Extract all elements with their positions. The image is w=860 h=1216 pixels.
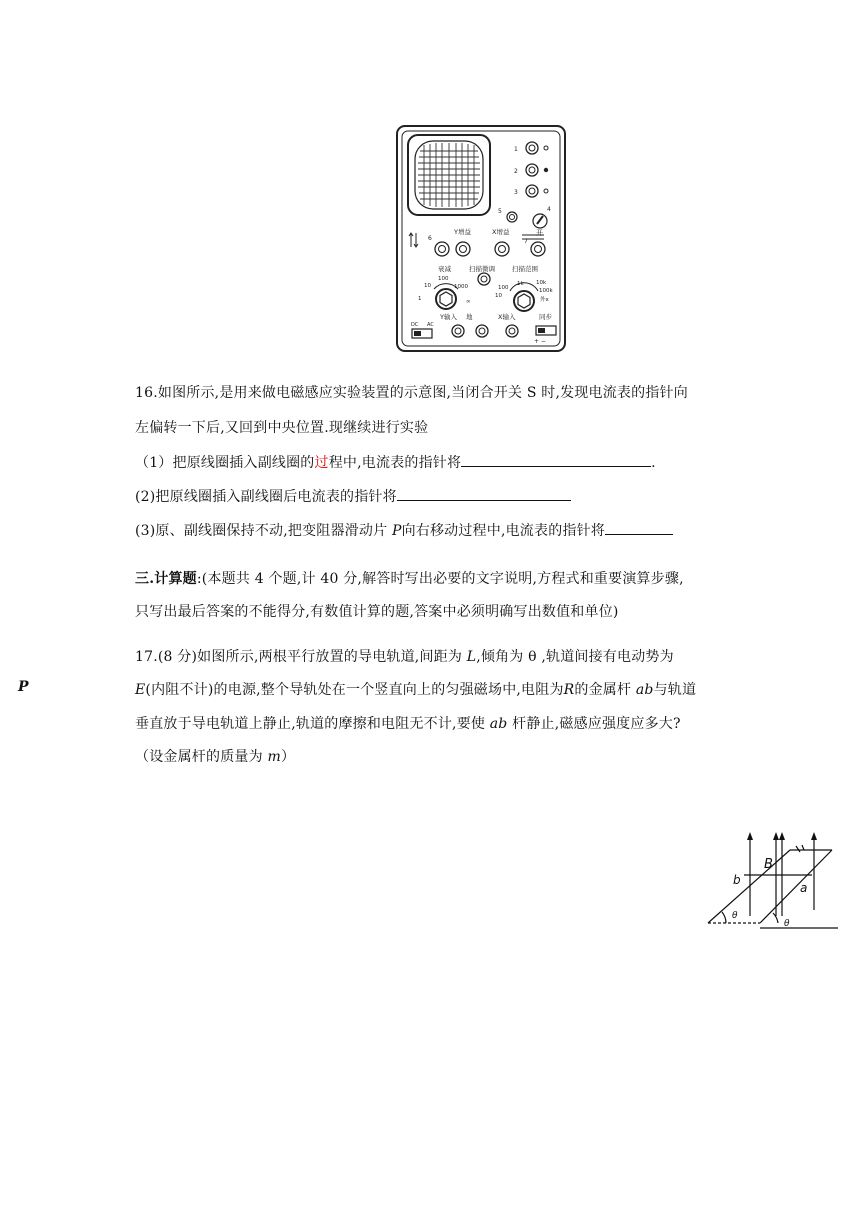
label-s10: 10 (495, 293, 502, 299)
q17-line2: E(内阻不计)的电源,整个导轨处在一个竖直向上的匀强磁场中,电阻为R的金属杆 ab与轨道 (135, 682, 697, 698)
label-a: a (800, 881, 808, 895)
label-ext-x: 外x (540, 297, 549, 303)
label-theta-2: θ (784, 919, 790, 929)
label-100k: 100k (539, 288, 553, 294)
label-inf: ∞ (466, 299, 471, 305)
label-ground: 地 (466, 313, 473, 321)
label-1k: 1k (517, 281, 524, 287)
q16-blank-3[interactable] (605, 520, 673, 535)
label-2: 2 (514, 168, 518, 175)
label-ac: AC (427, 322, 434, 328)
label-5: 5 (498, 208, 502, 215)
q16-line2: 左偏转一下后,又回到中央位置.现继续进行实验 (135, 420, 429, 436)
q16-red-char: 过 (314, 455, 329, 471)
label-b: b (733, 873, 741, 887)
q17-line3: 垂直放于导电轨道上静止,轨道的摩擦和电阻无不计,要使 ab 杆静止,磁感应强度应多大? (135, 716, 681, 732)
q16-blank-1[interactable] (461, 452, 651, 467)
q17-line1: 17.(8 分)如图所示,两根平行放置的导电轨道,间距为 L,倾角为 θ ,轨道间接有电动势为 (135, 649, 674, 665)
label-sweep-range: 扫描范围 (512, 265, 538, 273)
label-3: 3 (514, 189, 518, 196)
label-theta-1: θ (732, 911, 738, 921)
label-atten: 衰减 (438, 265, 451, 273)
label-y-input: Y输入 (440, 313, 457, 321)
q16-part1: （1）把原线圈插入副线圈的过程中,电流表的指针将 . (135, 452, 656, 472)
label-x-gain: X增益 (492, 228, 510, 236)
q16-blank-2[interactable] (397, 486, 571, 501)
label-1: 1 (514, 146, 518, 153)
label-y-gain: Y增益 (454, 228, 471, 236)
label-4: 4 (547, 206, 551, 213)
section3-heading: 三.计算题 (135, 571, 197, 587)
label-dc: DC (411, 322, 419, 328)
label-B: B (764, 857, 773, 872)
label-sweep-fine: 扫描微调 (469, 265, 495, 273)
label-10k: 10k (536, 280, 547, 286)
label-6: 6 (428, 235, 432, 242)
oscilloscope-figure (394, 123, 570, 355)
label-7: 7 (524, 238, 528, 245)
svg-text:+ −: + − (534, 338, 546, 345)
label-100: 100 (438, 276, 449, 282)
label-10: 10 (424, 283, 431, 289)
q16-part3: (3)原、副线圈保持不动,把变阻器滑动片 P向右移动过程中,电流表的指针将 (135, 520, 673, 540)
q16-part2: (2)把原线圈插入副线圈后电流表的指针将 (135, 486, 571, 506)
q16-line1: 16.如图所示,是用来做电磁感应实验装置的示意图,当闭合开关 S 时,发现电流表的指针向 (135, 385, 688, 401)
section3-line1: 三.计算题:(本题共 4 个题,计 40 分,解答时写出必要的文字说明,方程式和重要演算步骤, (135, 571, 684, 587)
q17-line4: （设金属杆的质量为 m） (135, 749, 296, 765)
label-kai: 开 (536, 229, 543, 237)
label-r1: 1 (418, 296, 422, 302)
section3-line2: 只写出最后答案的不能得分,有数值计算的题,答案中必须明确写出数值和单位) (135, 604, 619, 620)
label-s100: 100 (498, 285, 509, 291)
rail-figure (700, 828, 842, 938)
label-sync: 同步 (539, 313, 552, 321)
margin-p-label: P (18, 679, 29, 695)
label-x-input: X输入 (498, 313, 516, 321)
label-1000: 1000 (454, 284, 468, 290)
